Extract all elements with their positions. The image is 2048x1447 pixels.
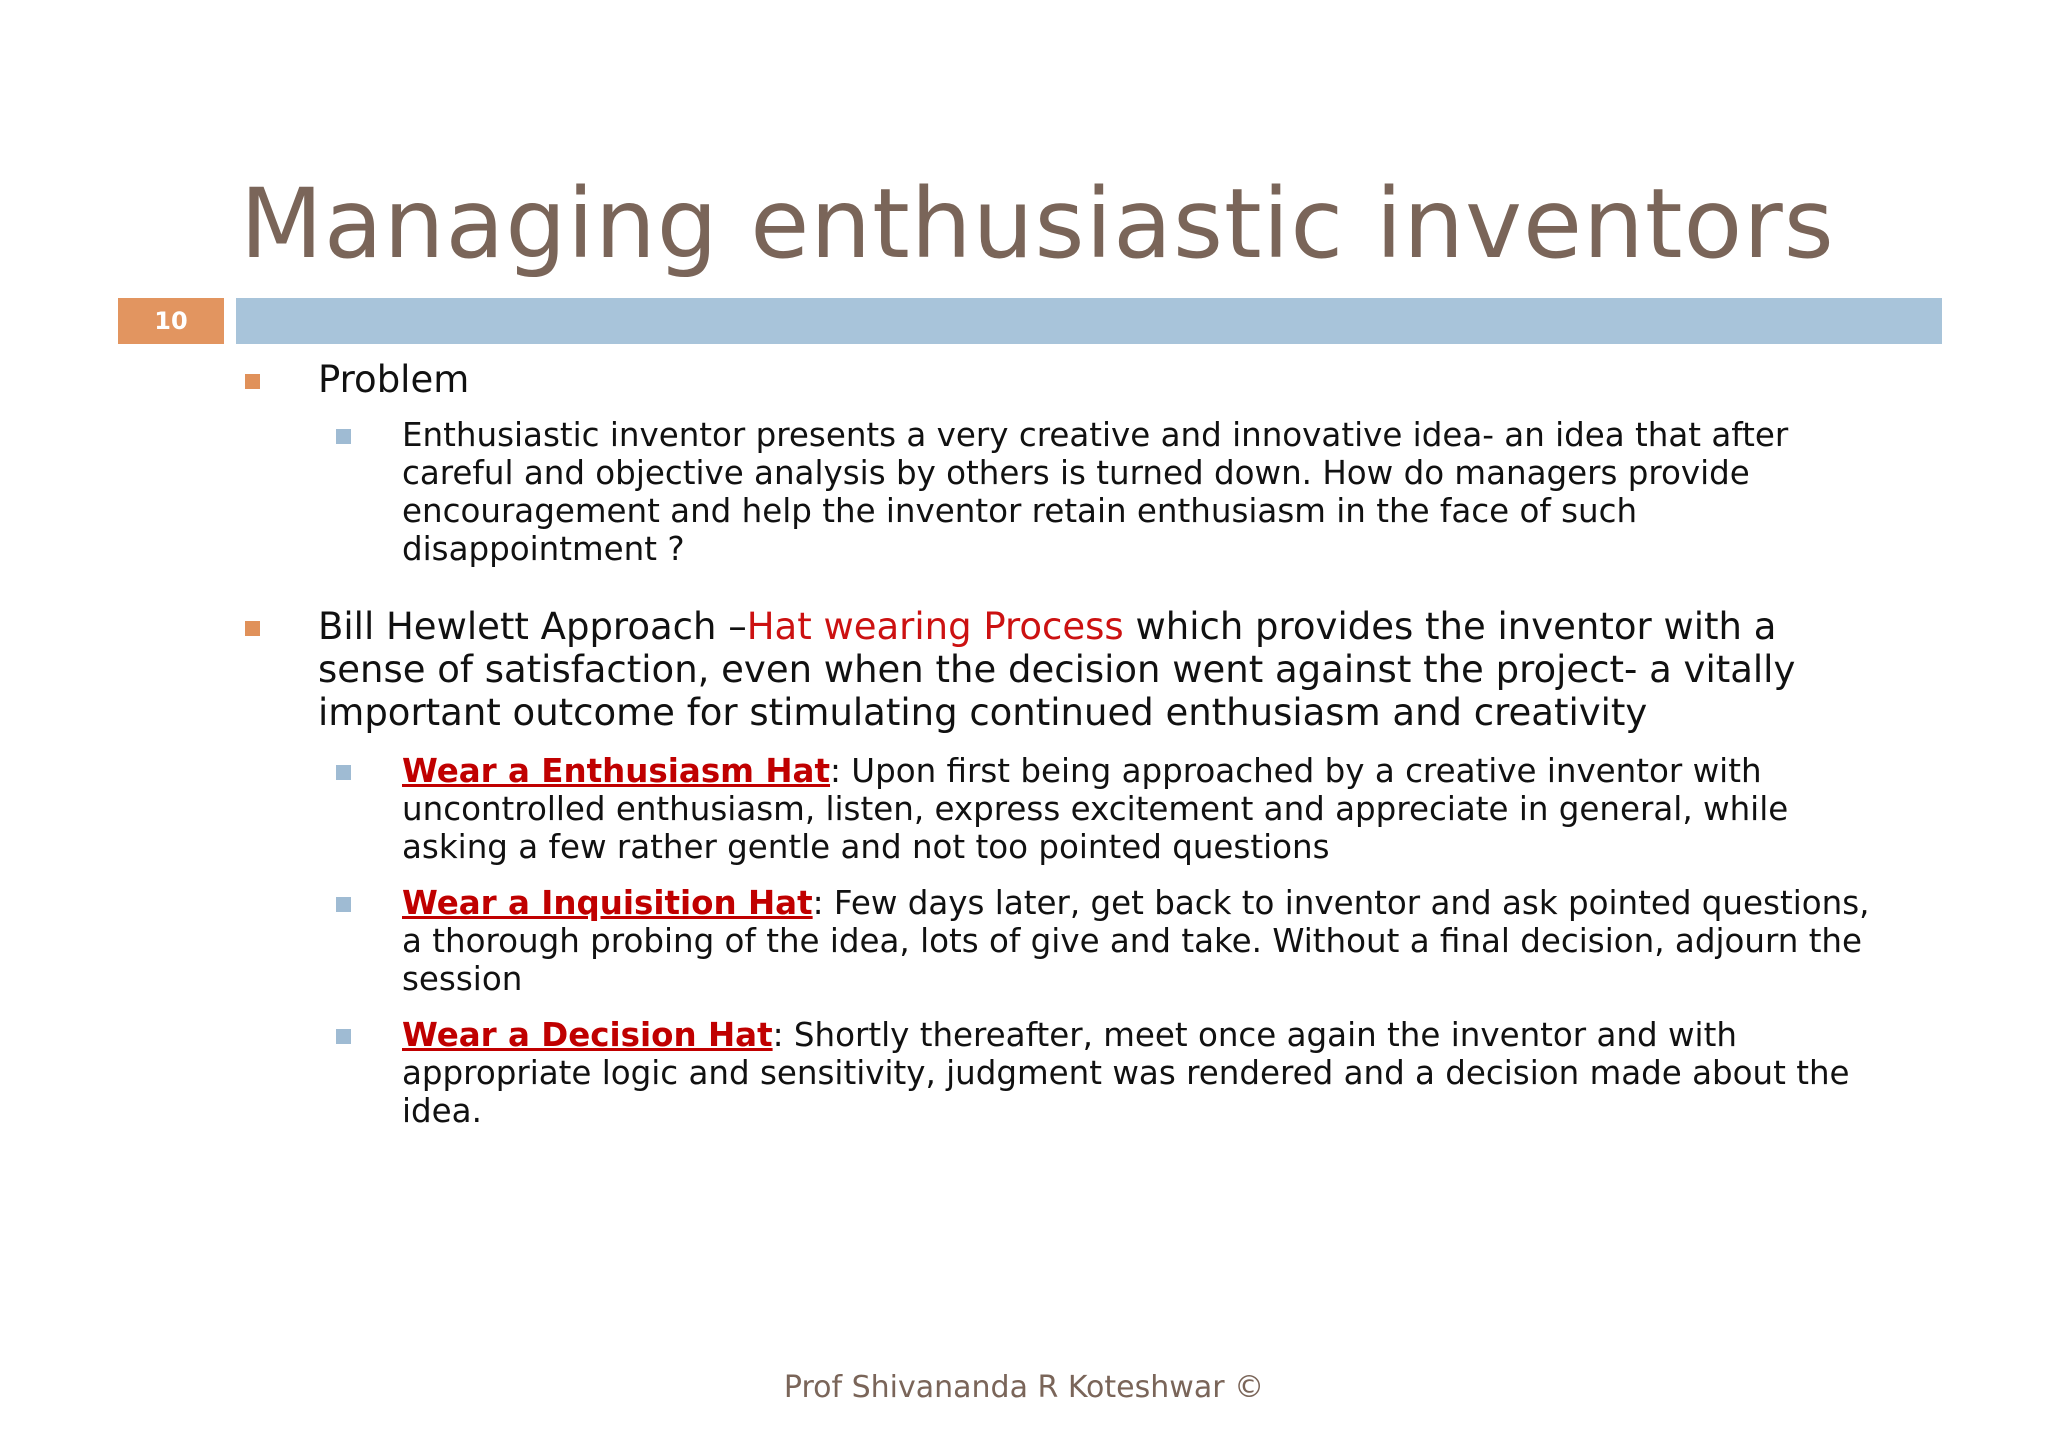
approach-rest: which provides the inventor with a sense of satisfaction, even when the decision went against the project- a vitally important outcome for stimulating continued enthusiasm and creativity (318, 605, 1796, 734)
problem-text: Enthusiastic inventor presents a very creative and innovative idea- an idea that after careful and objective analysis by others is turned down. How do managers provide encouragement and help the inventor retain enthusiasm in the face of such disappointment ? (402, 416, 1789, 568)
footer-credit: Prof Shivananda R Koteshwar © (783, 1370, 1265, 1405)
square-bullet-icon (336, 765, 351, 780)
square-bullet-icon (336, 897, 351, 912)
square-bullet-icon (245, 374, 260, 389)
square-bullet-icon (245, 621, 260, 636)
enthusiasm-hat-label: Wear a Enthusiasm Hat (402, 752, 831, 790)
bullet-inquisition-hat (402, 884, 1872, 998)
inquisition-hat-text: : Few days later, get back to inventor and ask pointed questions, a thorough probing of the idea, lots of give and take. Without a final decision, adjourn the session (402, 884, 1870, 998)
slide-title: Managing enthusiastic inventors (240, 168, 1835, 280)
slide-number-badge: 10 (118, 298, 224, 344)
decision-hat-label: Wear a Decision Hat (402, 1016, 773, 1054)
inquisition-hat-label: Wear a Inquisition Hat (402, 884, 813, 922)
bullet-enthusiasm-hat (402, 752, 1872, 866)
square-bullet-icon (336, 429, 351, 444)
approach-highlight: Hat wearing Process (746, 605, 1124, 648)
title-underline-bar (236, 298, 1942, 344)
square-bullet-icon (336, 1029, 351, 1044)
bullet-problem (318, 358, 1878, 401)
bullet-problem-detail (402, 416, 1892, 568)
problem-heading: Problem (318, 358, 470, 401)
approach-lead: Bill Hewlett Approach – (318, 605, 747, 648)
bullet-approach (318, 605, 1878, 734)
bullet-decision-hat (402, 1016, 1872, 1130)
decision-hat-text: : Shortly thereafter, meet once again the inventor and with appropriate logic and sensitivity, judgment was rendered and a decision made about the idea. (402, 1016, 1850, 1130)
enthusiasm-hat-text: : Upon first being approached by a creative inventor with uncontrolled enthusiasm, listen, express excitement and appreciate in general, while asking a few rather gentle and not too pointed questions (402, 752, 1789, 866)
